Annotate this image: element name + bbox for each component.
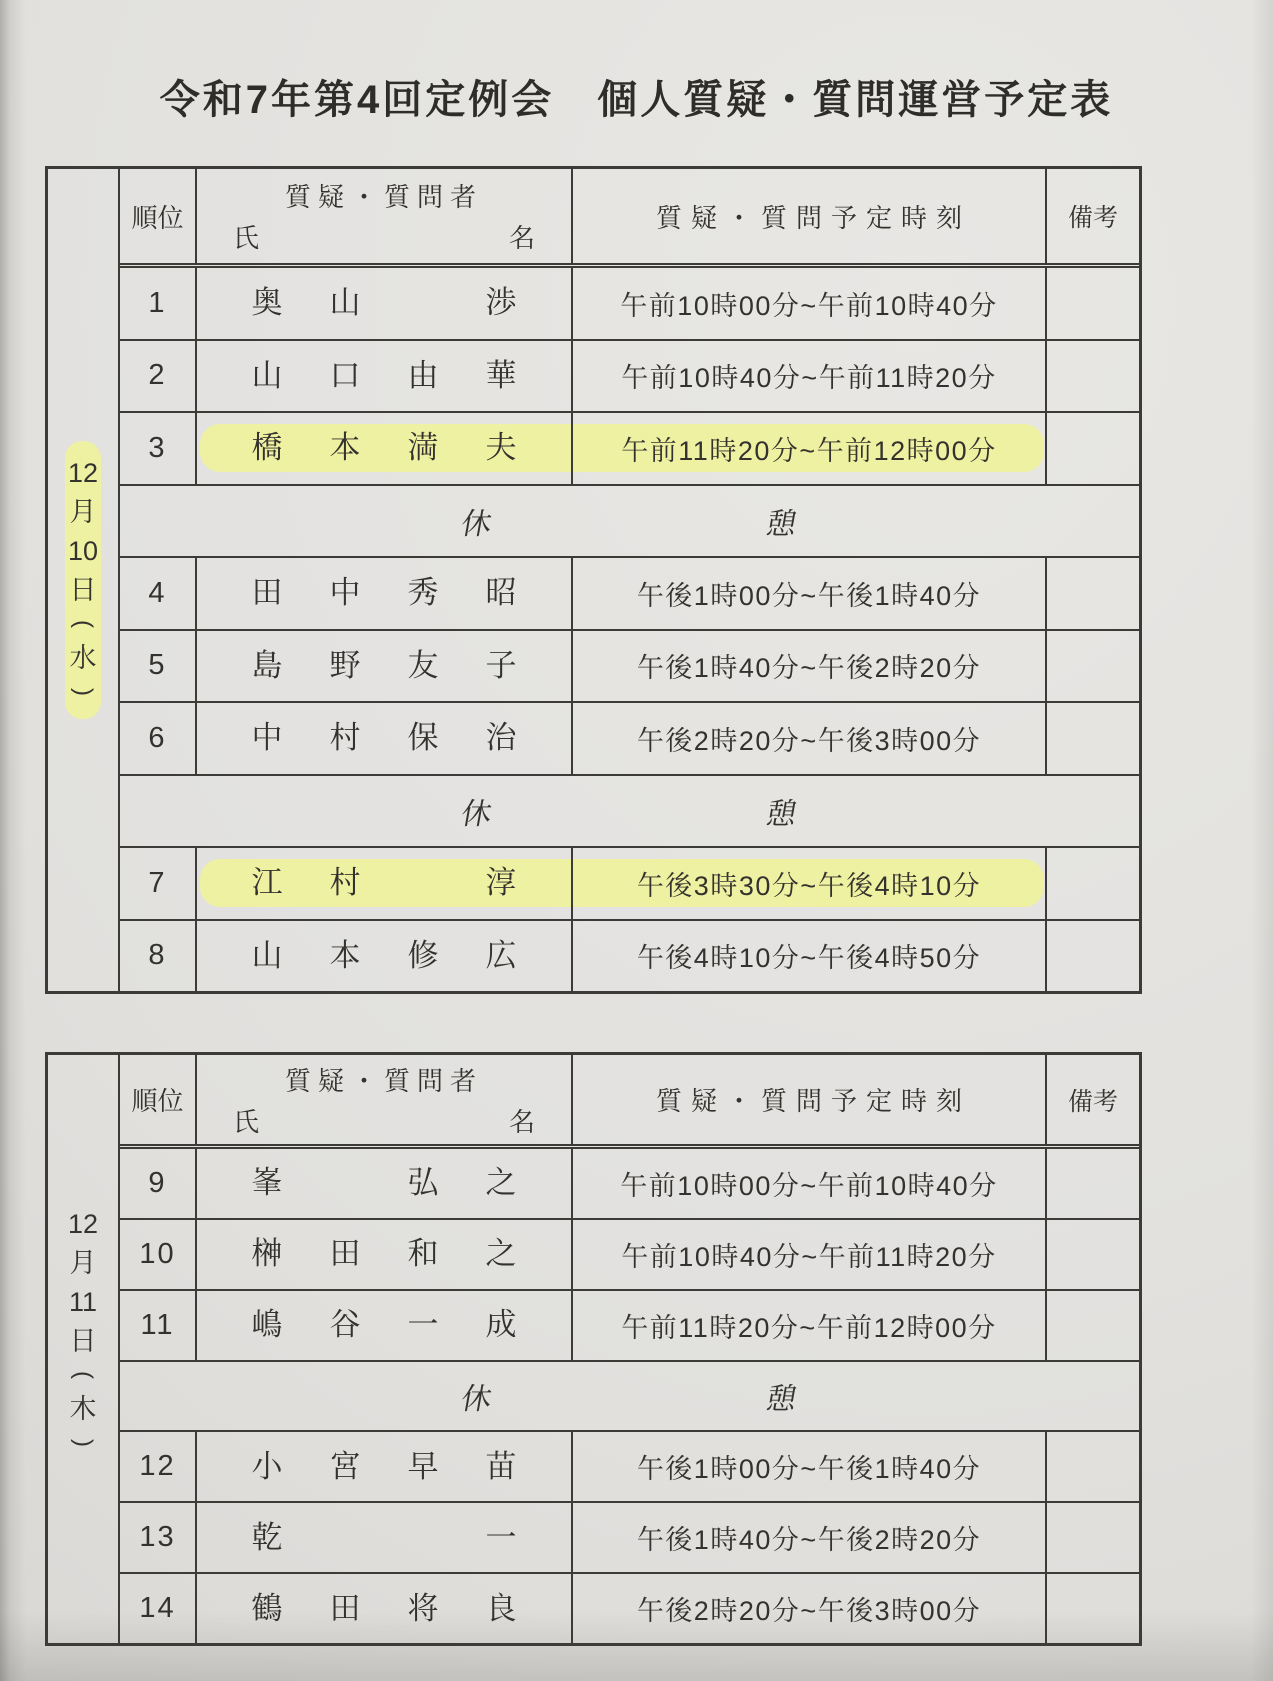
notes-cell bbox=[1047, 413, 1139, 484]
name-char: 満 bbox=[407, 430, 439, 466]
time-cell: 午後2時20分~午後3時00分 bbox=[573, 703, 1047, 774]
name-char: 田 bbox=[251, 575, 283, 611]
date-char: 日 bbox=[69, 1326, 97, 1357]
table-rows bbox=[120, 268, 1139, 991]
rank-cell: 11 bbox=[120, 1291, 197, 1360]
name-char: 山 bbox=[329, 285, 361, 321]
time-cell: 午後1時00分~午後1時40分 bbox=[573, 558, 1047, 629]
table-row bbox=[120, 1574, 1139, 1643]
name-cell bbox=[197, 848, 573, 919]
rank-cell: 8 bbox=[120, 921, 197, 992]
date-char: 10 bbox=[67, 536, 99, 566]
header-time: 質疑・質問予定時刻 bbox=[573, 1055, 1047, 1144]
header-person-right: 名 bbox=[508, 1106, 535, 1137]
header-person-line2 bbox=[233, 1102, 535, 1139]
name-char: 苗 bbox=[485, 1448, 517, 1484]
name-char: 弘 bbox=[407, 1165, 439, 1201]
name-char: 友 bbox=[407, 647, 439, 683]
rank-cell: 1 bbox=[120, 268, 197, 339]
name-cell bbox=[197, 1574, 573, 1643]
date-char: 月 bbox=[69, 1248, 97, 1279]
time-cell: 午前11時20分~午前12時00分 bbox=[573, 413, 1047, 484]
notes-cell bbox=[1047, 848, 1139, 919]
header-rank: 順位 bbox=[120, 169, 197, 263]
name-char: 早 bbox=[407, 1448, 439, 1484]
name-char: 谷 bbox=[329, 1307, 361, 1343]
name-char: 小 bbox=[251, 1448, 283, 1484]
name-cell bbox=[197, 1149, 573, 1218]
name-slots bbox=[250, 865, 518, 901]
time-cell: 午前10時40分~午前11時20分 bbox=[573, 1220, 1047, 1289]
name-char: 山 bbox=[251, 937, 283, 973]
name-char: 村 bbox=[329, 865, 361, 901]
name-cell bbox=[197, 1432, 573, 1501]
header-notes: 備考 bbox=[1067, 204, 1118, 232]
notes-cell bbox=[1047, 631, 1139, 702]
name-slots bbox=[250, 1591, 518, 1627]
name-char bbox=[406, 1520, 440, 1556]
date-column bbox=[48, 1055, 120, 1643]
date-column bbox=[48, 169, 120, 991]
name-char: 成 bbox=[485, 1307, 517, 1343]
name-char bbox=[328, 1165, 362, 1201]
notes-cell bbox=[1047, 268, 1139, 339]
name-char: 昭 bbox=[485, 575, 517, 611]
name-char: 島 bbox=[251, 647, 283, 683]
table-row bbox=[120, 413, 1139, 486]
name-slots bbox=[250, 1165, 518, 1201]
table-row bbox=[120, 703, 1139, 776]
name-char: 橋 bbox=[251, 430, 283, 466]
name-char: 由 bbox=[407, 357, 439, 393]
table-row bbox=[120, 848, 1139, 921]
table-row bbox=[120, 1149, 1139, 1220]
header-rank: 順位 bbox=[120, 1055, 197, 1144]
table-row bbox=[120, 1220, 1139, 1291]
name-char: 峯 bbox=[251, 1165, 283, 1201]
header-notes: 備考 bbox=[1067, 1087, 1118, 1116]
name-char: 山 bbox=[251, 357, 283, 393]
rank-cell: 7 bbox=[120, 848, 197, 919]
name-cell bbox=[197, 1291, 573, 1360]
time-cell: 午後4時10分~午後4時50分 bbox=[573, 921, 1047, 992]
table-row bbox=[120, 558, 1139, 631]
table-main bbox=[120, 169, 1139, 991]
table-row bbox=[120, 921, 1139, 992]
date-char: 月 bbox=[69, 497, 97, 527]
name-char: 一 bbox=[485, 1519, 517, 1555]
name-char: 華 bbox=[485, 357, 517, 393]
name-char: 村 bbox=[329, 720, 361, 756]
name-slots bbox=[250, 575, 518, 611]
schedule-table-dec10 bbox=[45, 166, 1142, 994]
date-char: 12 bbox=[67, 1209, 99, 1240]
header-person bbox=[197, 1055, 573, 1144]
header-person-right: 名 bbox=[508, 223, 535, 253]
rank-cell: 14 bbox=[120, 1574, 197, 1643]
header-person-left: 氏 bbox=[233, 223, 260, 253]
notes-cell bbox=[1047, 1291, 1139, 1360]
rank-cell: 13 bbox=[120, 1503, 197, 1572]
page-title: 令和7年第4回定例会 個人質疑・質問運営予定表 bbox=[159, 78, 1114, 122]
table-row bbox=[120, 341, 1139, 414]
date-char: 12 bbox=[67, 458, 99, 488]
name-char: 鶴 bbox=[251, 1590, 283, 1626]
name-char: 本 bbox=[329, 430, 361, 466]
break-left-label: 休 bbox=[458, 797, 494, 831]
name-slots bbox=[250, 430, 518, 466]
table-row bbox=[120, 1291, 1139, 1362]
break-right-label: 憩 bbox=[763, 797, 800, 831]
header-row bbox=[120, 1055, 1139, 1149]
table-row bbox=[120, 1432, 1139, 1503]
name-char: 宮 bbox=[329, 1448, 361, 1484]
name-char: 保 bbox=[407, 720, 439, 756]
name-char: 田 bbox=[329, 1236, 361, 1272]
name-char bbox=[328, 1520, 362, 1556]
name-char: 広 bbox=[485, 937, 517, 973]
name-char: 和 bbox=[407, 1236, 439, 1272]
time-cell: 午後1時00分~午後1時40分 bbox=[573, 1432, 1047, 1501]
name-slots bbox=[250, 285, 518, 321]
rank-cell: 12 bbox=[120, 1432, 197, 1501]
name-char: 乾 bbox=[251, 1519, 283, 1555]
header-time: 質疑・質問予定時刻 bbox=[573, 169, 1047, 263]
date-char: 木 bbox=[69, 1394, 97, 1425]
date-char: ( bbox=[69, 620, 97, 628]
date-char: ( bbox=[69, 1371, 97, 1380]
notes-cell bbox=[1047, 558, 1139, 629]
name-char: 野 bbox=[329, 647, 361, 683]
name-cell bbox=[197, 1503, 573, 1572]
time-cell: 午前11時20分~午前12時00分 bbox=[573, 1291, 1047, 1360]
table-rows bbox=[120, 1149, 1139, 1643]
header-person-line1: 質疑・質問者 bbox=[284, 1065, 483, 1096]
name-slots bbox=[250, 938, 518, 974]
time-cell: 午前10時40分~午前11時20分 bbox=[573, 341, 1047, 412]
name-char: 一 bbox=[407, 1307, 439, 1343]
notes-cell bbox=[1047, 703, 1139, 774]
name-char: 淳 bbox=[485, 865, 517, 901]
date-char: 水 bbox=[69, 643, 97, 673]
date-char: ) bbox=[69, 1439, 97, 1448]
name-char: 治 bbox=[485, 720, 517, 756]
name-slots bbox=[250, 720, 518, 756]
notes-cell bbox=[1047, 341, 1139, 412]
schedule-table-dec11 bbox=[45, 1052, 1142, 1646]
name-char: 奥 bbox=[251, 285, 283, 321]
rank-cell: 4 bbox=[120, 558, 197, 629]
header-person bbox=[197, 169, 573, 263]
time-cell: 午後2時20分~午後3時00分 bbox=[573, 1574, 1047, 1643]
name-char: 秀 bbox=[407, 575, 439, 611]
notes-cell bbox=[1047, 1503, 1139, 1572]
name-slots bbox=[250, 648, 518, 684]
name-char: 将 bbox=[407, 1590, 439, 1626]
notes-cell bbox=[1047, 1149, 1139, 1218]
name-char: 夫 bbox=[485, 430, 517, 466]
header-row bbox=[120, 169, 1139, 268]
name-char: 中 bbox=[329, 575, 361, 611]
table-row bbox=[120, 631, 1139, 704]
name-char: 子 bbox=[485, 647, 517, 683]
name-char bbox=[406, 285, 440, 321]
name-char: 良 bbox=[485, 1590, 517, 1626]
name-char: 江 bbox=[251, 865, 283, 901]
date-label bbox=[65, 441, 101, 719]
header-person-line2 bbox=[233, 218, 535, 255]
date-char: ) bbox=[69, 688, 97, 696]
name-cell bbox=[197, 631, 573, 702]
break-row bbox=[120, 486, 1139, 559]
rank-cell: 6 bbox=[120, 703, 197, 774]
name-cell bbox=[197, 413, 573, 484]
break-row bbox=[120, 776, 1139, 849]
name-char: 榊 bbox=[251, 1236, 283, 1272]
name-cell bbox=[197, 1220, 573, 1289]
break-right-label: 憩 bbox=[763, 507, 800, 541]
name-char: 嶋 bbox=[251, 1307, 283, 1343]
break-row bbox=[120, 1362, 1139, 1433]
header-person-left: 氏 bbox=[233, 1106, 260, 1137]
time-cell: 午後1時40分~午後2時20分 bbox=[573, 631, 1047, 702]
break-right-label: 憩 bbox=[763, 1383, 800, 1416]
name-slots bbox=[250, 1449, 518, 1485]
name-slots bbox=[250, 358, 518, 394]
notes-cell bbox=[1047, 1574, 1139, 1643]
name-char: 修 bbox=[407, 937, 439, 973]
name-cell bbox=[197, 268, 573, 339]
header-person-line1: 質疑・質問者 bbox=[284, 182, 483, 212]
name-char: 本 bbox=[329, 937, 361, 973]
break-left-label: 休 bbox=[458, 507, 494, 541]
name-char: 之 bbox=[485, 1165, 517, 1201]
name-char: 田 bbox=[329, 1590, 361, 1626]
time-cell: 午後1時40分~午後2時20分 bbox=[573, 1503, 1047, 1572]
name-slots bbox=[250, 1520, 518, 1556]
time-cell: 午前10時00分~午前10時40分 bbox=[573, 1149, 1047, 1218]
name-char: 中 bbox=[251, 720, 283, 756]
name-cell bbox=[197, 341, 573, 412]
name-char bbox=[406, 865, 440, 901]
table-main bbox=[120, 1055, 1139, 1643]
rank-cell: 10 bbox=[120, 1220, 197, 1289]
name-slots bbox=[250, 1307, 518, 1343]
break-left-label: 休 bbox=[458, 1383, 494, 1416]
name-char: 口 bbox=[329, 357, 361, 393]
name-cell bbox=[197, 703, 573, 774]
table-row bbox=[120, 1503, 1139, 1574]
rank-cell: 2 bbox=[120, 341, 197, 412]
date-char: 11 bbox=[68, 1287, 98, 1318]
time-cell: 午後3時30分~午後4時10分 bbox=[573, 848, 1047, 919]
rank-cell: 5 bbox=[120, 631, 197, 702]
name-cell bbox=[197, 558, 573, 629]
name-slots bbox=[250, 1236, 518, 1272]
notes-cell bbox=[1047, 1220, 1139, 1289]
name-cell bbox=[197, 921, 573, 992]
time-cell: 午前10時00分~午前10時40分 bbox=[573, 268, 1047, 339]
table-row bbox=[120, 268, 1139, 341]
date-char: 日 bbox=[69, 575, 97, 605]
rank-cell: 3 bbox=[120, 413, 197, 484]
notes-cell bbox=[1047, 1432, 1139, 1501]
date-label bbox=[65, 1192, 101, 1470]
notes-cell bbox=[1047, 921, 1139, 992]
name-char: 渉 bbox=[485, 285, 517, 321]
name-char: 之 bbox=[485, 1236, 517, 1272]
rank-cell: 9 bbox=[120, 1149, 197, 1218]
